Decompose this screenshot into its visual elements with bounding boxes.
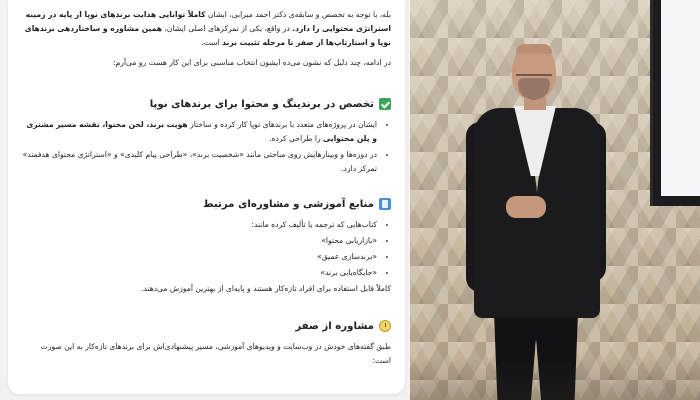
section-branding <box>22 98 391 176</box>
list-item: • کتاب‌هایی که ترجمه یا تألیف کرده مانند: <box>22 218 377 232</box>
intro-highlight-2: همین مشاوره و ساختاردهی برندهای نوپا و استارتاپ‌ها از صفر تا مرحله تثبیت برند <box>24 24 391 47</box>
list-item: • «برندسازی عمیق» <box>22 250 377 264</box>
list-item: • «جایگاه‌یابی برند» <box>22 266 377 280</box>
list-item: • ایشان در پروژه‌های متعدد با برندهای نوپا کار کرده و ساختار هویت برند، لحن محتوا، نقشه مسیر مشتری و پلن محتوایی را طراحی کرده. <box>22 118 377 146</box>
resources-note: کاملاً قابل استفاده برای افراد تازه‌کار هستند و پایه‌ای از بهترین آموزش می‌دهند. <box>141 284 391 293</box>
intro-paragraph: بله، با توجه به تخصص و سابقه‌ی دکتر احمد میرابی، ایشان کاملاً توانایی هدایت برندهای نوپا از پایه در زمینه استراتژی محتوایی را دارد. در واقع، یکی از تمرکزهای اصلی ایشان، همین مشاوره و ساختاردهی برندهای نوپا و استارتاپ‌ها از صفر تا مرحله تثبیت برند است. <box>24 10 391 47</box>
section-resources <box>22 198 391 296</box>
consulting-text: طبق گفته‌های خودش در وب‌سایت و ویدیوهای آموزشی، مسیر پیشنهادی‌اش برای برندهای تازه‌کار به این صورت است: <box>40 342 391 365</box>
section-resources-title: منابع آموزشی و مشاوره‌ای مرتبط <box>22 198 391 210</box>
speaker-video <box>410 0 700 400</box>
speaker-figure <box>466 44 606 400</box>
tv-screen <box>650 0 700 206</box>
list-item: • «بازاریابی محتوا» <box>22 234 377 248</box>
clock-icon <box>379 320 391 332</box>
list-item: • در دوره‌ها و وبینارهایش روی مباحثی مانند «شخصیت برند»، «طراحی پیام کلیدی» و «استراتژی محتوای هدفمند» تمرکز دارد. <box>22 148 377 176</box>
section-consulting <box>22 320 391 368</box>
intro-highlight-1: کاملاً توانایی هدایت برندهای نوپا از پایه در زمینه استراتژی محتوایی را دارد. <box>25 10 391 33</box>
section-consulting-title: مشاوره از صفر <box>22 320 391 332</box>
check-icon <box>379 98 391 110</box>
branding-list <box>22 118 391 176</box>
book-icon <box>379 198 391 210</box>
intro-lead: در ادامه، چند دلیل که نشون می‌ده ایشون انتخاب مناسبی برای این کار هست رو می‌آرم: <box>113 58 391 67</box>
assistant-message <box>8 0 405 394</box>
resources-list <box>22 218 391 280</box>
section-branding-title: تخصص در برندینگ و محتوا برای برندهای نوپا <box>22 98 391 110</box>
